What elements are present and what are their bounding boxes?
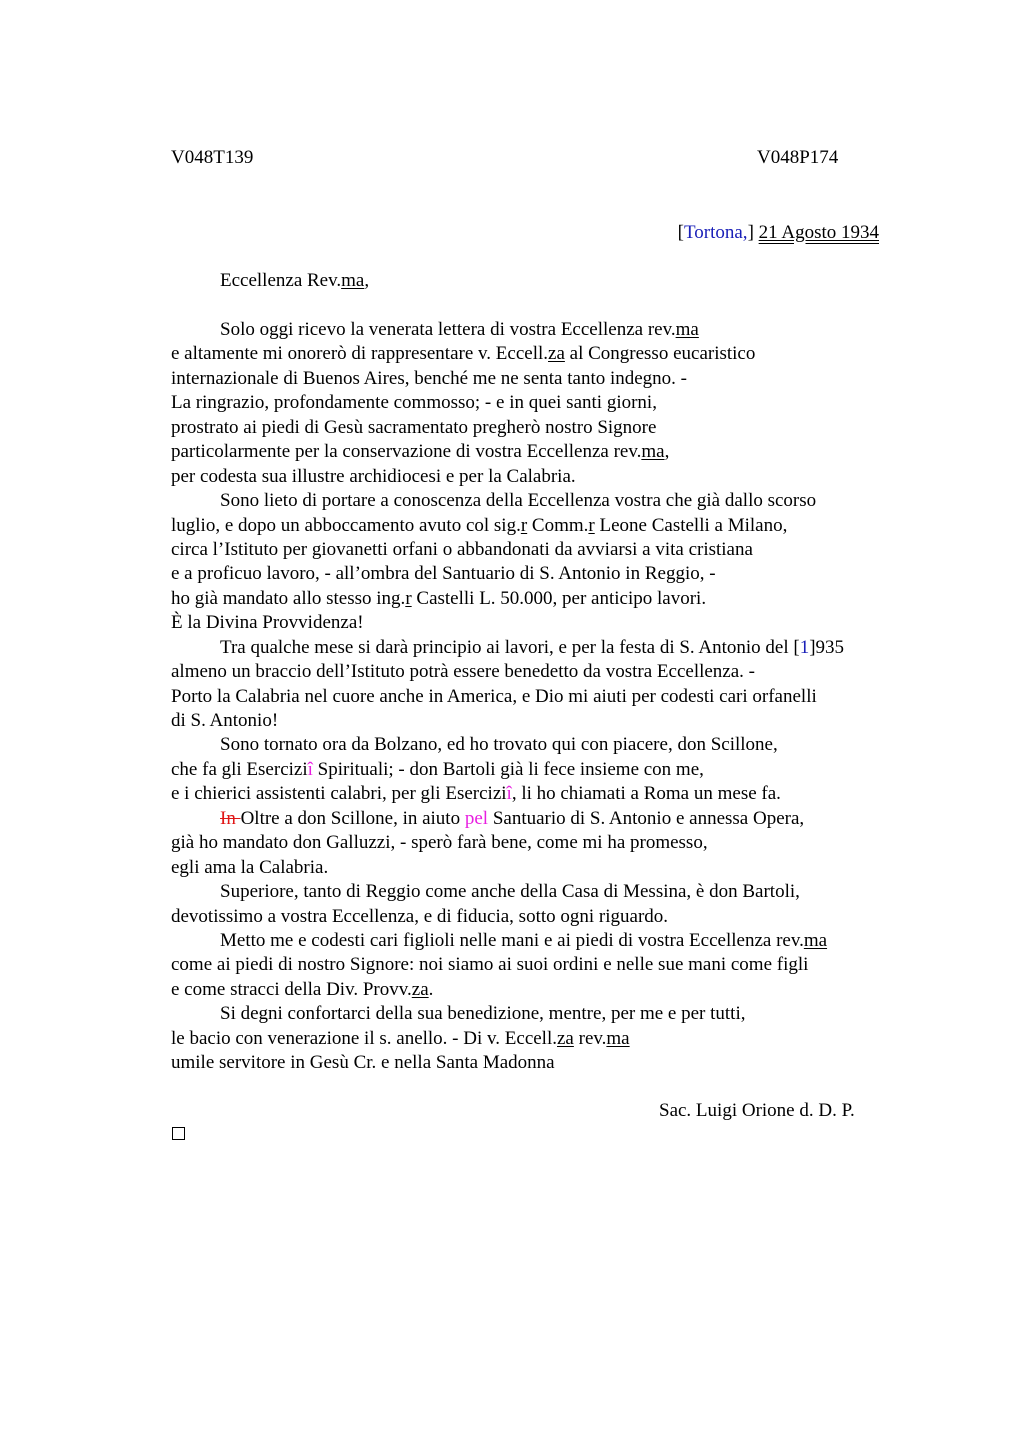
text-run: Metto me e codesti cari figlioli nelle mani e ai piedi di vostra Eccellenza rev. [220, 929, 804, 951]
body-line: devotissimo a vostra Eccellenza, e di fiducia, sotto ogni riguardo. [171, 905, 669, 927]
text-run: , li ho chiamati a Roma un mese fa. [511, 783, 781, 805]
text-run: e i chierici assistenti calabri, per gli Esercizi [171, 783, 507, 805]
body-line [171, 978, 931, 1002]
body-line: internazionale di Buenos Aires, benché me ne senta tanto indegno. - [171, 367, 688, 389]
abbrev-run: ma [641, 441, 665, 463]
text-run: Oltre a don Scillone, in aiuto [240, 807, 465, 829]
body-line [171, 758, 931, 782]
body-line: umile servitore in Gesù Cr. e nella Santa Madonna [171, 1052, 555, 1074]
body-line: prostrato ai piedi di Gesù sacramentato pregherò nostro Signore [171, 416, 657, 438]
text-run: Santuario di S. Antonio e annessa Opera, [488, 807, 805, 829]
salutation-text: Eccellenza Rev. [220, 270, 342, 291]
body-line: La ringrazio, profondamente commosso; - e in quei santi giorni, [171, 392, 657, 414]
editorial-mark: pel [464, 807, 489, 829]
body-line [171, 636, 931, 660]
text-run: Spirituali; - don Bartoli già li fece insieme con me, [312, 758, 704, 780]
body-line [171, 342, 931, 366]
abbrev-run: za [411, 978, 429, 1000]
text-run: Leone Castelli a Milano, [594, 514, 788, 536]
text-run: Tra qualche mese si darà principio ai lavori, e per la festa di S. Antonio del [ [220, 636, 800, 658]
abbrev-run: ma [803, 929, 828, 951]
editorial-insertion: 1 [799, 636, 810, 658]
abbrev-run: za [557, 1027, 574, 1049]
text-run: luglio, e dopo un abboccamento avuto col sig. [171, 514, 521, 536]
body-line: È la Divina Provvidenza! [171, 612, 364, 634]
abbrev-run: ma [606, 1027, 630, 1049]
signature: Sac. Luigi Orione d. D. P. [659, 1100, 855, 1121]
salutation-tail: , [364, 270, 370, 291]
body-line: Sono lieto di portare a conoscenza della Eccellenza vostra che già dallo scorso [220, 490, 817, 512]
body-line: di S. Antonio! [171, 710, 279, 731]
text-run: ho già mandato allo stesso ing. [171, 587, 406, 609]
text-run: le bacio con venerazione il s. anello. - Di v. Eccell. [171, 1027, 557, 1049]
body-line [171, 782, 931, 806]
abbrev-run: r [520, 514, 528, 536]
dateline [678, 222, 879, 244]
text-run: e come stracci della Div. Provv. [171, 978, 412, 1000]
document-code-left: V048T139 [171, 147, 254, 168]
abbrev-run: r [405, 587, 412, 609]
text-run: Solo oggi ricevo la venerata lettera di vostra Eccellenza rev. [220, 319, 676, 340]
text-run: rev. [573, 1027, 607, 1049]
abbrev-run: ma [675, 319, 699, 340]
editorial-mark: î [307, 758, 313, 780]
letter-body [171, 318, 931, 1076]
body-line: e a proficuo lavoro, - all’ombra del Santuario di S. Antonio in Reggio, - [171, 563, 716, 585]
body-line [171, 514, 931, 538]
salutation [220, 270, 369, 292]
body-line: per codesta sua illustre archidiocesi e per la Calabria. [171, 465, 576, 487]
deleted-text: In [220, 807, 241, 829]
body-line: almeno un braccio dell’Istituto potrà essere benedetto da vostra Eccellenza. - [171, 661, 755, 683]
text-run: particolarmente per la conservazione di vostra Eccellenza rev. [171, 441, 642, 463]
editorial-mark: î [506, 783, 512, 805]
text-run: ]935 [809, 636, 845, 658]
checkbox-square-icon [172, 1127, 185, 1140]
body-line [171, 807, 931, 831]
body-line: già ho mandato don Galluzzi, - sperò farà bene, come mi ha promesso, [171, 832, 708, 854]
body-line: Porto la Calabria nel cuore anche in America, e Dio mi aiuti per codesti cari orfanelli [171, 685, 817, 707]
body-line: circa l’Istituto per giovanetti orfani o abbandonati da avviarsi a vita cristiana [171, 538, 753, 560]
body-line: Superiore, tanto di Reggio come anche della Casa di Messina, è don Bartoli, [220, 881, 800, 903]
body-line: Sono tornato ora da Bolzano, ed ho trovato qui con piacere, don Scillone, [220, 734, 778, 756]
text-run: , [664, 441, 670, 463]
body-line: come ai piedi di nostro Signore: noi siamo ai suoi ordini e nelle sue mani come figli [171, 954, 809, 976]
body-line [171, 440, 931, 464]
dateline-bracket-close: ] [747, 222, 754, 243]
dateline-place: Tortona, [683, 222, 748, 243]
body-line: egli ama la Calabria. [171, 856, 329, 878]
body-line [171, 318, 931, 342]
dateline-date: 21 Agosto 1934 [758, 222, 879, 243]
text-run: che fa gli Esercizi [171, 758, 308, 780]
dateline-bracket-open: [ [677, 222, 684, 243]
text-run: Comm. [527, 514, 589, 536]
body-line [171, 587, 931, 611]
text-run: e altamente mi onorerò di rappresentare v. Eccell. [171, 343, 549, 365]
text-run: Castelli L. 50.000, per anticipo lavori. [411, 587, 707, 609]
abbrev-run: za [548, 343, 565, 365]
body-line [171, 929, 931, 953]
text-run: al Congresso eucaristico [564, 343, 756, 365]
text-run: . [428, 978, 434, 1000]
document-code-right: V048P174 [757, 147, 839, 168]
body-line [171, 1027, 931, 1051]
body-line: Si degni confortarci della sua benedizione, mentre, per me e per tutti, [220, 1003, 746, 1025]
salutation-abbrev: ma [341, 270, 365, 291]
abbrev-run: r [588, 514, 595, 536]
